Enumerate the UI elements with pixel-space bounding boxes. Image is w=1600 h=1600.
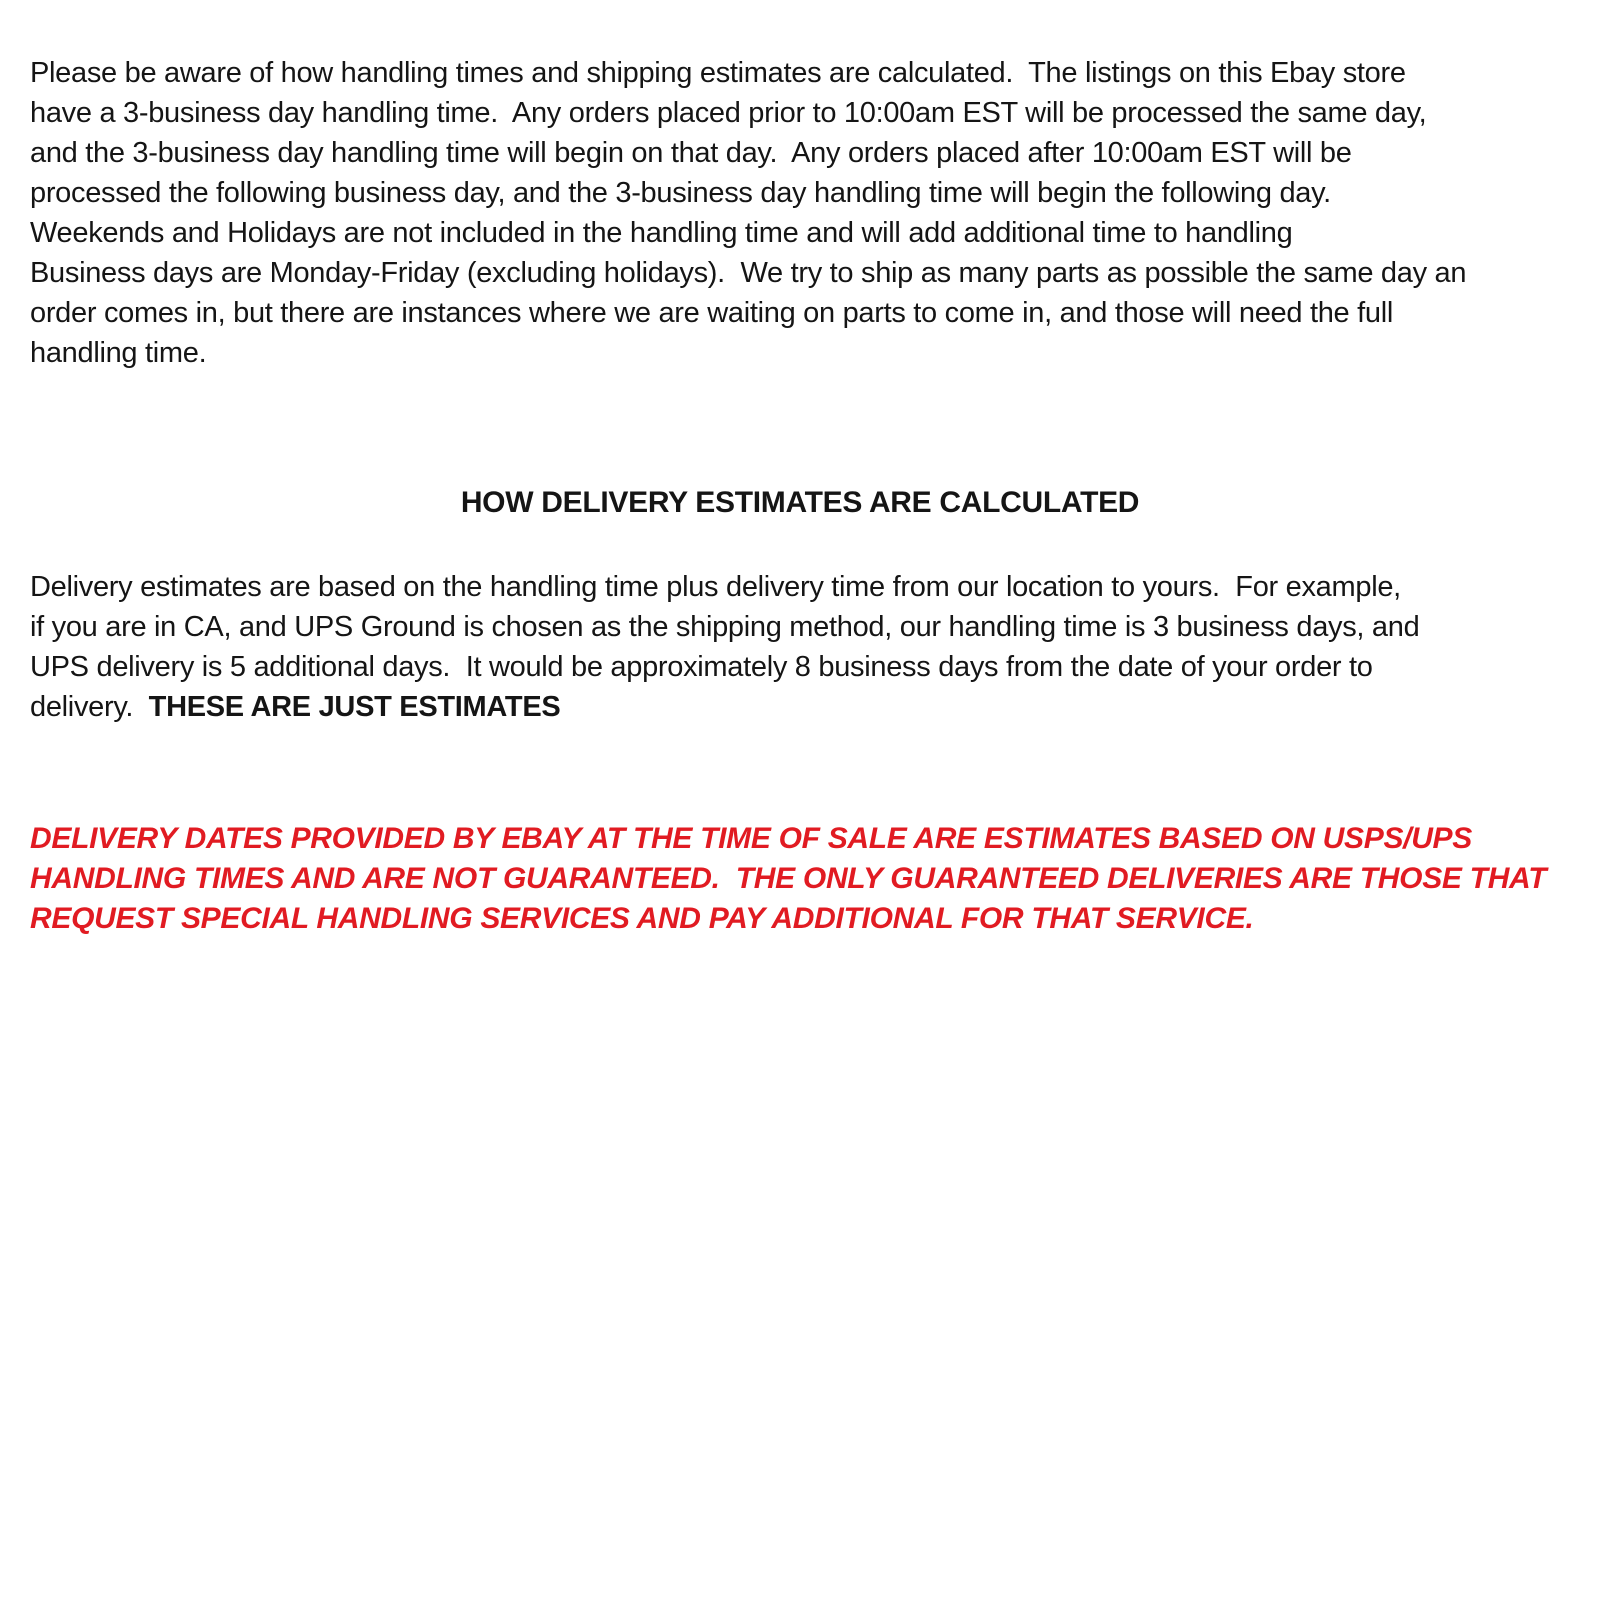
disclaimer-line: DELIVERY DATES PROVIDED BY EBAY AT THE TIME OF SALE ARE ESTIMATES BASED ON USPS/UPS bbox=[30, 822, 1472, 855]
paragraph-line: and the 3-business day handling time will begin on that day. Any orders placed after 10:00am EST will be bbox=[30, 137, 1352, 169]
paragraph-line: order comes in, but there are instances where we are waiting on parts to come in, and those will need the full bbox=[30, 297, 1393, 329]
paragraph-line: Business days are Monday-Friday (excluding holidays). We try to ship as many parts as possible the same day an bbox=[30, 257, 1467, 289]
paragraph-line bbox=[30, 687, 1570, 727]
estimates-last-line-regular: delivery. bbox=[30, 691, 149, 723]
disclaimer-line: HANDLING TIMES AND ARE NOT GUARANTEED. THE ONLY GUARANTEED DELIVERIES ARE THOSE THAT bbox=[30, 862, 1547, 895]
delivery-estimates-paragraph bbox=[30, 567, 1570, 727]
disclaimer-line: REQUEST SPECIAL HANDLING SERVICES AND PAY ADDITIONAL FOR THAT SERVICE. bbox=[30, 902, 1254, 935]
handling-time-paragraph bbox=[30, 53, 1570, 373]
paragraph-line: UPS delivery is 5 additional days. It would be approximately 8 business days from the date of your order to bbox=[30, 651, 1373, 683]
paragraph-line: processed the following business day, and the 3-business day handling time will begin the following day. bbox=[30, 177, 1331, 209]
paragraph-line: Delivery estimates are based on the handling time plus delivery time from our location to yours. For example, bbox=[30, 571, 1401, 603]
paragraph-line: handling time. bbox=[30, 337, 207, 369]
delivery-disclaimer-paragraph bbox=[30, 819, 1570, 939]
paragraph-line: Please be aware of how handling times and shipping estimates are calculated. The listings on this Ebay store bbox=[30, 57, 1406, 89]
paragraph-line: if you are in CA, and UPS Ground is chosen as the shipping method, our handling time is 3 business days, and bbox=[30, 611, 1420, 643]
paragraph-line: Weekends and Holidays are not included in the handling time and will add additional time to handling bbox=[30, 217, 1293, 249]
estimates-emphasis: THESE ARE JUST ESTIMATES bbox=[148, 691, 561, 723]
paragraph-line: have a 3-business day handling time. Any orders placed prior to 10:00am EST will be processed the same day, bbox=[30, 97, 1427, 129]
section-heading: HOW DELIVERY ESTIMATES ARE CALCULATED bbox=[460, 486, 1140, 519]
